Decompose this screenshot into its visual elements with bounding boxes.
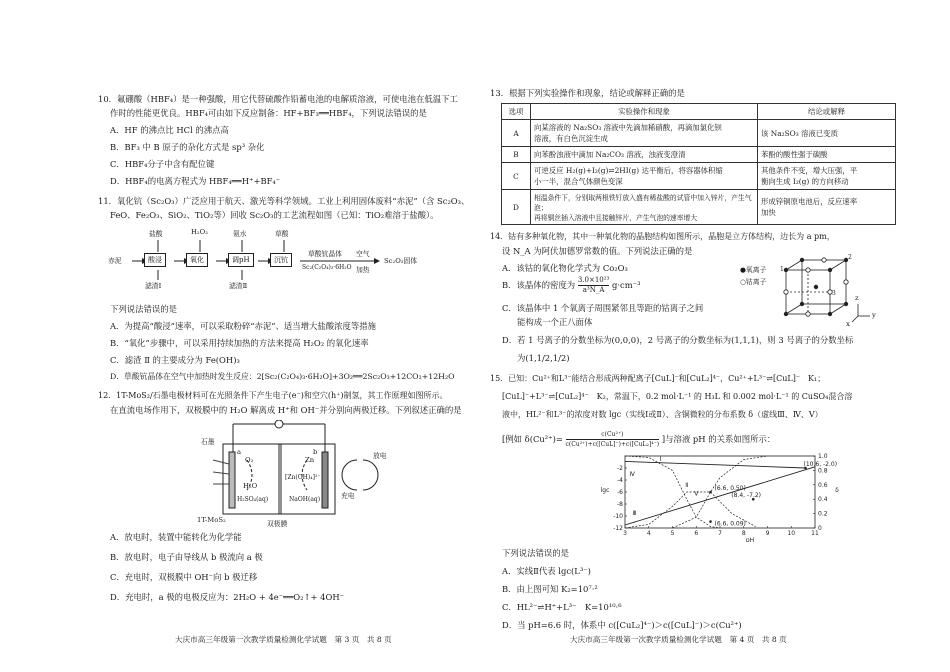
y-right-tick-label: 0.6 <box>818 481 828 489</box>
legend-cobalt: ○钴离子 <box>740 278 767 286</box>
ph-chart-svg <box>585 452 865 542</box>
sulfuric-acid-label: H₂SO₄(aq) <box>237 496 269 503</box>
y-right-tick-label: 0.4 <box>818 496 828 504</box>
page-footer-4: 大庆市高三年级第一次教学质量检测化学试题 第 4 页 共 8 页 <box>570 635 787 644</box>
op-line: 溶液，有白色沉淀生成 <box>534 134 608 143</box>
flow-reagent-1: 盐酸 <box>149 230 163 238</box>
legend-oxygen: ●氧离子 <box>740 266 767 274</box>
table-cell-conclusion <box>758 163 896 190</box>
conc-line: 衡向生成 I₂(g) 的方向移动 <box>761 177 849 186</box>
question-11-options <box>110 302 454 384</box>
q12-option-b: B．放电时，电子由导线从 b 极流向 a 极 <box>110 552 263 562</box>
y-left-axis-label: lgc <box>600 487 610 494</box>
x-tick-label: 5 <box>670 530 675 537</box>
table-row <box>502 190 896 225</box>
ph-chart <box>585 452 865 542</box>
x-tick-label: 6 <box>694 530 699 537</box>
delta-numerator: c(Cu²⁺) <box>566 430 660 440</box>
flow-crystal-name: 草酸钪晶体 <box>308 250 342 258</box>
process-flow-diagram <box>108 228 442 290</box>
y-left-tick-label: -6 <box>617 489 623 496</box>
curve-label: Ⅲ <box>632 510 637 518</box>
flow-reagent-4: 草酸 <box>275 230 289 238</box>
curve-label: Ⅱ <box>685 482 689 490</box>
density-numerator: 3.0×10²³ <box>577 276 610 284</box>
table-cell-key: D <box>502 190 531 225</box>
q11-option-b: B．“氧化”步骤中，可以采用持续加热的方法来提高 H₂O₂ 的氧化速率 <box>110 338 369 348</box>
discharge-label: 放电 <box>373 452 387 460</box>
question-11 <box>98 194 469 222</box>
series-line-3 <box>625 456 720 528</box>
flow-step-precipitate: 沉钪 <box>270 253 292 267</box>
table-cell-conclusion <box>758 190 896 225</box>
q15-stem-line2: [CuL]⁻+L³⁻⇌[CuL₂]⁴⁻ K₂，常温下，0.2 mol·L⁻¹ 的 H₃L 和 0.002 mol·L⁻¹ 的 CuSO₄混合溶 <box>502 392 853 401</box>
table-cell-conclusion: 该 Na₂SO₃ 溶液已变质 <box>758 120 896 147</box>
x-tick-label: 7 <box>718 530 722 537</box>
curve-label: Ⅳ <box>629 471 635 479</box>
op-line: 可逆反应 H₂(g)+I₂(g)⇌2HI(g) 达平衡后，将容器体积缩 <box>534 166 723 175</box>
q11-stem-line1: 11．氧化钪（Sc₂O₃）广泛应用于航天、激光等科学领域。工业上利用固体废料“赤泥”（含 Sc₂O₃、 <box>98 196 470 206</box>
q10-stem-line2: 作时的性能更优良。HBF₄可由如下反应制备：HF+BF₃══HBF₄，下列说法错误的是 <box>110 108 427 118</box>
bipolar-membrane-label: 双极膜 <box>267 520 288 528</box>
density-unit: g·cm⁻³ <box>612 280 641 290</box>
table-cell-key: C <box>502 163 531 190</box>
q12-option-a: A．放电时，装置中能转化为化学能 <box>110 532 242 542</box>
flow-step-acid-leach: 酸浸 <box>144 253 166 267</box>
op-line: 再将铜丝插入溶液中且接触锌片，产生气泡的速率增大 <box>534 214 698 222</box>
q14-stem-line2: 设 N_A 为阿伏加德罗常数的值。下列说法正确的是 <box>502 246 693 256</box>
q12-stem-line1: 12．1T-MoS₂/石墨电极材料可在光照条件下产生电子(e⁻)和空穴(h⁺)制氢，其工作原理如图所示。 <box>98 391 448 400</box>
q14-b-prefix: B．该晶体的密度为 <box>502 280 576 290</box>
data-point <box>709 520 712 523</box>
density-fraction <box>578 276 610 295</box>
data-point-label: (10.6, -2.0) <box>803 461 838 468</box>
table-cell-operation: 向苯酚浊液中滴加 Na₂CO₃ 溶液，浊液变澄清 <box>531 147 758 163</box>
q15-option-c: C．HL²⁻⇌H⁺+L³⁻ K=10¹⁰·⁶ <box>502 602 622 612</box>
ion-label-2: 2 <box>848 254 852 261</box>
q15-option-b: B．由上图可知 K₂=10⁷·² <box>502 584 598 594</box>
y-left-tick-label: -4 <box>617 477 623 484</box>
conc-line: 加快 <box>761 208 776 217</box>
table-cell-operation <box>531 163 758 190</box>
q12-stem-line2: 在直流电场作用下，双极膜中的 H₂O 解离成 H⁺和 OH⁻并分别向两极迁移。下列叙述正确的是 <box>110 405 462 415</box>
flow-crystal-formula: Sc₂(C₂O₄)₃·6H₂O <box>302 264 352 271</box>
exam-page-4 <box>475 0 950 672</box>
q15-option-a: A．实线Ⅱ代表 lgc(L³⁻) <box>502 566 591 576</box>
battery-diagram <box>195 420 395 530</box>
flow-residue-1: 滤渣Ⅰ <box>145 282 162 290</box>
q14-option-a: A．该钴的氧化物化学式为 Co₂O₃ <box>502 263 628 273</box>
flow-heat-label: 加热 <box>356 266 370 274</box>
x-tick-label: 9 <box>765 530 770 537</box>
q14-option-b <box>502 276 640 295</box>
q15-stem-line1: 15．已知：Cu²⁺和L³⁻能结合形成两种配离子[CuL]⁻和[CuL₂]⁴⁻，Cu²⁺+L³⁻⇌[CuL]⁻ K₁； <box>490 374 826 383</box>
q13-stem: 13．根据下列实验操作和现象，结论或解释正确的是 <box>490 88 685 98</box>
q15-example-formula <box>502 430 775 449</box>
delta-fraction <box>566 430 660 449</box>
table-header-cell: 结论或解释 <box>758 104 896 120</box>
q15-example-prefix: [例如 δ(Cu²⁺)= <box>502 434 563 444</box>
ion-label-3: 3 <box>832 290 836 297</box>
flow-reagent-3: 氨水 <box>233 230 247 238</box>
q15-stem-line3: 液中，HL²⁻和L³⁻的浓度对数 lgc（实线Ⅰ或Ⅱ）、含铜微粒的分布系数 δ（虚线Ⅲ、Ⅳ、Ⅴ） <box>502 410 823 419</box>
x-tick-label: 8 <box>741 530 746 537</box>
q14-option-d-line1: D．若 1 号离子的分数坐标为(0,0,0)，2 号离子的分数坐标为(1,1,1)，则 3 号离子的分数坐标 <box>502 335 854 345</box>
axis-z-label: z <box>855 294 859 302</box>
flow-step-oxidation: 氧化 <box>186 253 208 267</box>
zincate-label: [Zn(OH)₄]²⁻ <box>285 474 321 481</box>
flow-residue-2: 滤渣Ⅱ <box>229 282 248 290</box>
data-point-label: (6.6, 0.09) <box>714 520 746 528</box>
page-footer-3: 大庆市高三年级第一次教学质量检测化学试题 第 3 页 共 8 页 <box>175 635 392 644</box>
flow-step-adjust-ph: 调pH <box>228 253 254 267</box>
q10-option-b: B．BF₃ 中 B 原子的杂化方式是 sp³ 杂化 <box>110 142 265 152</box>
mos2-label: 1T-MoS₂ <box>197 516 226 524</box>
y-right-tick-label: 0.8 <box>818 467 828 475</box>
graphite-label: 石墨 <box>201 438 215 446</box>
axis-y-label: y <box>872 311 876 319</box>
delta-denominator: c(Cu²⁺)+c([CuL]⁻)+c([CuL₂]⁴⁻) <box>565 441 660 448</box>
q12-option-c: C．充电时，双极膜中 OH⁻向 b 极迁移 <box>110 572 258 582</box>
question-12 <box>98 389 462 417</box>
q11-stem-prompt: 下列说法错误的是 <box>110 304 177 314</box>
y-left-tick-label: -2 <box>617 465 623 472</box>
x-tick-label: 3 <box>623 530 627 537</box>
q11-option-c: C．滤渣 Ⅱ 的主要成分为 Fe(OH)₃ <box>110 355 240 365</box>
q11-option-d: D．草酸钪晶体在空气中加热时发生反应：2[Sc₂(C₂O₄)₃·6H₂O]+3O₂══2Sc₂O₃+12CO₂+12H₂O <box>110 372 455 381</box>
q15-example-suffix: ]与溶液 pH 的关系如图所示： <box>661 434 776 444</box>
density-denominator: a³N_A <box>582 286 605 294</box>
x-tick-label: 10 <box>787 530 796 537</box>
data-point <box>709 491 712 494</box>
op-line: 相温条件下，分别取两根铁钉放入盛有稀盐酸的试管中加入锌片，产生气泡； <box>534 194 752 212</box>
table-row <box>502 147 896 163</box>
flow-end-product: Sc₂O₃固体 <box>384 257 418 265</box>
q11-option-a: A．为提高“酸浸”速率，可以采取粉碎“赤泥”、适当增大盐酸浓度等措施 <box>110 321 377 331</box>
table-header-row <box>502 104 896 120</box>
oxygen-label: O₂ <box>245 456 254 464</box>
x-axis-label: pH <box>745 537 755 542</box>
op-line: 小一半，混合气体颜色变深 <box>534 177 623 186</box>
question-15-options <box>502 546 742 632</box>
x-tick-label: 4 <box>646 530 651 537</box>
op-line: 向某溶液的 Na₂SO₃ 溶液中先滴加稀硝酸，再滴加氯化钡 <box>534 123 722 132</box>
q11-stem-line2: FeO、Fe₂O₃、SiO₂、TiO₂等）回收 Sc₂O₃的工艺流程如图（已知：TiO₂难溶于盐酸）。 <box>110 210 439 220</box>
crystal-cell-diagram <box>740 254 900 330</box>
series-line-2 <box>625 467 815 525</box>
zinc-label: Zn <box>305 456 315 464</box>
flow-air-label: 空气 <box>356 250 370 258</box>
electrode-b-label: b <box>313 448 318 456</box>
q10-option-d: D．HBF₄的电离方程式为 HBF₄══H⁺+BF₄⁻ <box>110 176 281 186</box>
water-label: H₂O <box>243 482 258 490</box>
table-header-cell: 选项 <box>502 104 531 120</box>
flow-reagent-2: H₂O₂ <box>191 228 208 236</box>
axis-x-label: x <box>846 320 850 328</box>
curve-label: Ⅰ <box>659 455 662 463</box>
q14-option-c-line2: 能构成一个正八面体 <box>517 317 593 327</box>
flow-start-label: 赤泥 <box>108 257 122 265</box>
y-left-tick-label: -8 <box>617 501 623 508</box>
curve-label: Ⅴ <box>694 490 699 498</box>
q14-option-c-line1: C．该晶体中 1 个氧离子周围紧邻且等距的钴离子之间 <box>502 303 704 313</box>
y-right-tick-label: 1.0 <box>818 453 828 460</box>
x-tick-label: 11 <box>811 530 819 537</box>
q15-stem-prompt: 下列说法错误的是 <box>502 548 569 558</box>
q10-option-c: C．HBF₄分子中含有配位键 <box>110 159 215 169</box>
table-header-cell: 实验操作和现象 <box>531 104 758 120</box>
question-10 <box>98 92 458 188</box>
q15-option-d: D．当 pH=6.6 时，体系中 c([CuL₂]⁴⁻)＞c([CuL]⁻)＞c(Cu²⁺) <box>502 620 742 630</box>
series-line-1 <box>625 461 806 468</box>
electrode-a-label: a <box>237 448 242 456</box>
q14-stem-line1: 14．钴有多种氧化物，其中一种氧化物的晶胞结构如图所示，晶胞是立方体结构，边长为 a pm， <box>490 232 835 241</box>
chart-frame <box>625 456 815 528</box>
table-row <box>502 163 896 190</box>
conc-line: 形成锌铜原电池后，反应速率 <box>761 197 858 206</box>
q14-option-d-line2: 为(1,1/2,1/2) <box>517 353 570 363</box>
q12-option-d: D．充电时，a 极的电极反应为：2H₂O + 4e⁻══O₂↑+ 4OH⁻ <box>110 592 345 602</box>
data-point-label: (8.4, -7.2) <box>731 492 761 500</box>
y-right-tick-label: 0 <box>818 525 822 532</box>
question-15 <box>490 372 852 422</box>
table-row <box>502 120 896 147</box>
table-cell-operation <box>531 190 758 225</box>
question-12-options <box>110 530 344 604</box>
y-left-tick-label: -10 <box>613 513 623 520</box>
y-left-tick-label: -12 <box>613 525 623 532</box>
table-cell-key: B <box>502 147 531 163</box>
naoh-label: NaOH(aq) <box>289 496 321 503</box>
table-cell-conclusion: 苯酚的酸性强于碳酸 <box>758 147 896 163</box>
q10-option-a: A．HF 的沸点比 HCl 的沸点高 <box>110 125 229 135</box>
charge-label: 充电 <box>341 492 355 500</box>
q13-table <box>501 103 896 225</box>
q10-stem-line1: 10．氟硼酸（HBF₄）是一种强酸，用它代替硫酸作铅蓄电池的电解质溶液，可使电池在低温下工 <box>98 94 458 104</box>
y-right-tick-label: 0.2 <box>818 510 828 518</box>
conc-line: 其他条件不变，增大压强，平 <box>761 166 858 175</box>
data-point-label: (6.6, 0.50) <box>714 485 746 492</box>
ion-label-1: 1 <box>780 266 784 273</box>
table-cell-operation <box>531 120 758 147</box>
table-cell-key: A <box>502 120 531 147</box>
question-13 <box>490 86 685 100</box>
y-right-axis-label: δ <box>835 487 839 494</box>
